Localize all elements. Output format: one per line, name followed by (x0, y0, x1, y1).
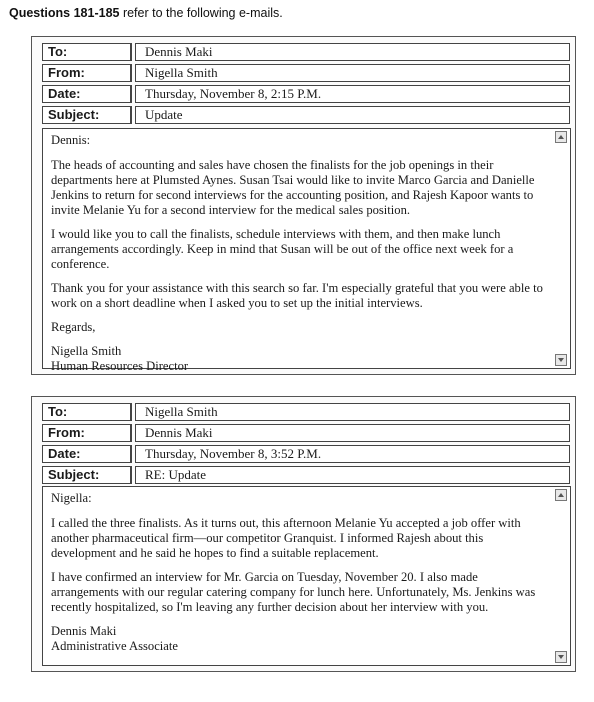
to-row (42, 43, 570, 61)
scroll-up-arrow-icon[interactable] (555, 489, 567, 501)
subject-field[interactable]: Update (135, 106, 570, 124)
paragraph: Thank you for your assistance with this search so far. I'm especially grateful that you were able to work on a short deadline when I asked you to set up the initial interviews. (51, 281, 543, 310)
from-label: From: (42, 424, 132, 442)
instructions-text: refer to the following e-mails. (119, 6, 283, 20)
signature-title: Administrative Associate (51, 639, 178, 653)
paragraph: I would like you to call the finalists, schedule interviews with them, and then make lunch arrangements accordingly. Keep in mind that Susan will be out of the office next week for a conference. (51, 227, 514, 271)
date-row (42, 445, 570, 463)
to-field[interactable]: Dennis Maki (135, 43, 570, 61)
message-body[interactable] (42, 128, 571, 373)
email-window-2 (31, 396, 576, 672)
to-field[interactable]: Nigella Smith (135, 403, 570, 421)
message-body[interactable] (42, 486, 571, 666)
subject-field[interactable]: RE: Update (135, 466, 570, 484)
from-field[interactable]: Dennis Maki (135, 424, 570, 442)
subject-label: Subject: (42, 106, 132, 124)
date-row (42, 85, 570, 103)
greeting: Dennis: (51, 133, 91, 147)
to-label: To: (42, 403, 132, 421)
date-label: Date: (42, 445, 132, 463)
date-field[interactable]: Thursday, November 8, 2:15 P.M. (135, 85, 570, 103)
to-row (42, 403, 570, 421)
signature-name: Dennis Maki (51, 624, 117, 638)
from-row (42, 64, 570, 82)
date-label: Date: (42, 85, 132, 103)
scroll-down-arrow-icon[interactable] (555, 354, 567, 366)
paragraph: I called the three finalists. As it turns out, this afternoon Melanie Yu accepted a job offer with another pharmaceutical firm—our competitor Granquist. I informed Rajesh about this development and he said he hopes to find a suitable replacement. (51, 516, 521, 560)
from-row (42, 424, 570, 442)
message-text (51, 491, 548, 654)
signature-title: Human Resources Director (51, 359, 189, 373)
from-label: From: (42, 64, 132, 82)
scroll-up-arrow-icon[interactable] (555, 131, 567, 143)
to-label: To: (42, 43, 132, 61)
from-field[interactable]: Nigella Smith (135, 64, 570, 82)
instructions (9, 6, 283, 20)
subject-row (42, 106, 570, 124)
date-field[interactable]: Thursday, November 8, 3:52 P.M. (135, 445, 570, 463)
message-text (51, 133, 548, 374)
email-window-1 (31, 36, 576, 375)
scroll-down-arrow-icon[interactable] (555, 651, 567, 663)
subject-row (42, 466, 570, 484)
signature-name: Nigella Smith (51, 344, 122, 358)
closing: Regards, (51, 320, 96, 334)
greeting: Nigella: (51, 491, 92, 505)
paragraph: I have confirmed an interview for Mr. Garcia on Tuesday, November 20. I also made arrangements with our regular catering company for lunch here. Unfortunately, Ms. Jenkins was recently hospitalized, so I'm leaving any further decision about her interview with you. (51, 570, 536, 614)
paragraph: The heads of accounting and sales have chosen the finalists for the job openings in their departments here at Plumsted Aynes. Susan Tsai would like to invite Marco Garcia and Danielle Jenkins to return for second interviews for the accounting position, and Rajesh Kapoor wants to invite Melanie Yu for a second interview for the medical sales position. (51, 158, 535, 217)
questions-range: Questions 181-185 (9, 6, 120, 20)
subject-label: Subject: (42, 466, 132, 484)
